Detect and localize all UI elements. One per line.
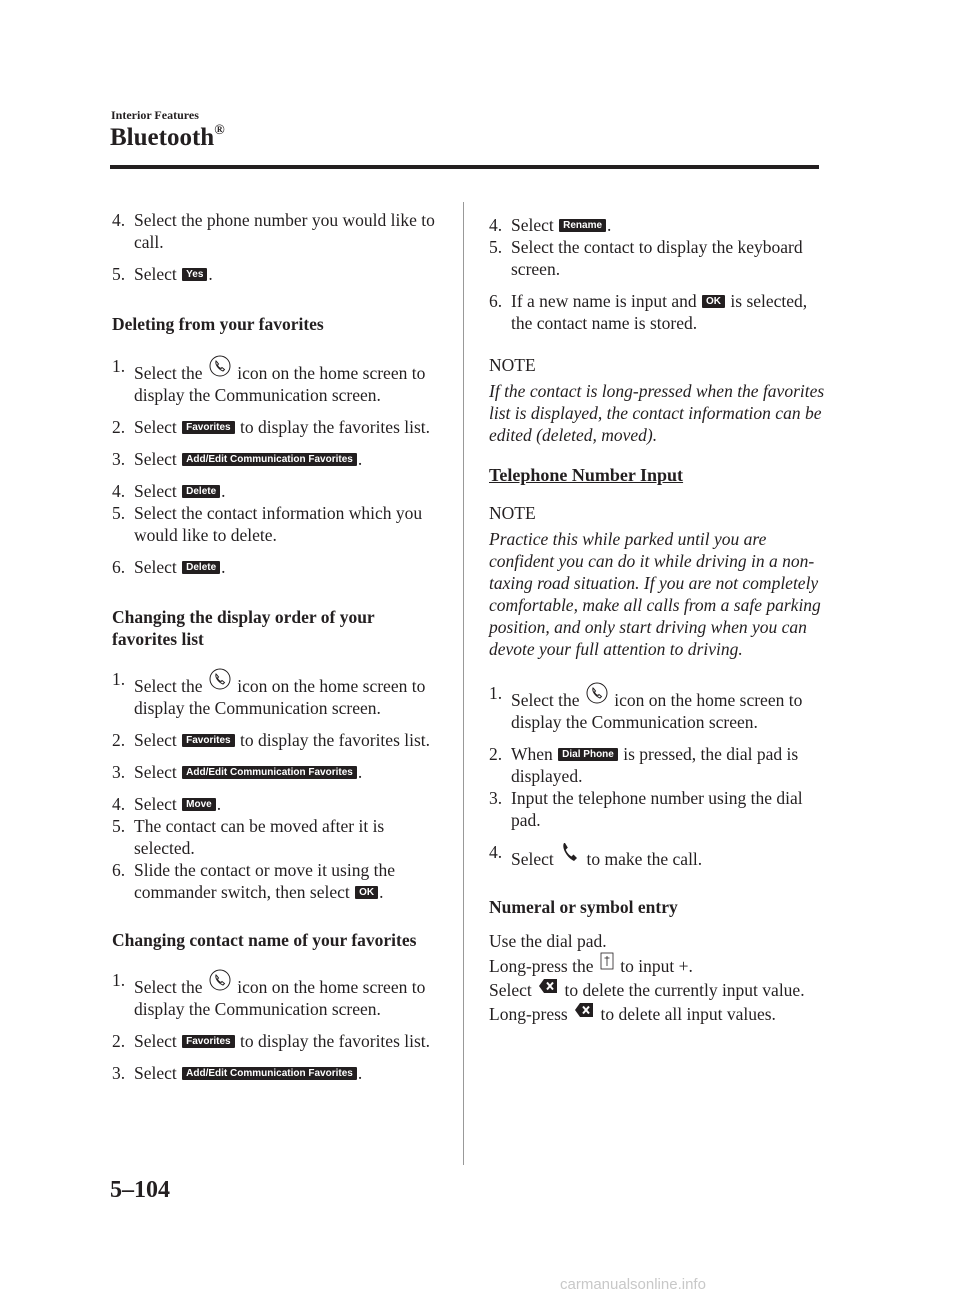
step-number: 5. (112, 264, 126, 284)
page-title (110, 124, 225, 150)
zero-plus-key-icon (600, 952, 614, 975)
step-select-yes (112, 263, 442, 285)
step-text: to display the favorites list. (239, 1031, 431, 1051)
paragraph-delete-all (489, 1001, 829, 1025)
step-text: . (216, 794, 222, 814)
step-text: icon on the home screen to display the Communication screen. (134, 363, 426, 405)
heading-telephone-number-input: Telephone Number Input (489, 465, 684, 485)
step-text: Select (511, 849, 554, 869)
page-title-text: Bluetooth (110, 124, 215, 151)
step-tel-1 (489, 682, 829, 733)
step-name-1 (112, 969, 442, 1020)
rename-button-icon: Rename (559, 219, 606, 232)
dial-phone-button-icon: Dial Phone (558, 748, 618, 761)
step-order-1 (112, 668, 442, 719)
step-number: 3. (112, 762, 126, 782)
step-order-3 (112, 761, 442, 783)
step-text: Select (134, 1031, 177, 1051)
paragraph-text: to delete the currently input value. (564, 980, 805, 1000)
step-number: 1. (112, 970, 126, 990)
step-name-3 (112, 1062, 442, 1084)
handset-call-icon (560, 841, 580, 868)
backspace-icon (574, 1001, 594, 1023)
step-text: The contact can be moved after it is selected. (134, 816, 385, 858)
step-text: Select the (134, 363, 203, 383)
paragraph-text: to delete all input values. (600, 1004, 776, 1024)
watermark-site: carmanualsonline.info (560, 1276, 706, 1293)
step-text: . (221, 557, 226, 577)
step-text: is selected, the contact name is stored. (511, 291, 808, 333)
step-delete-4 (112, 480, 442, 502)
step-rename-4 (489, 214, 829, 236)
heading-display-order: Changing the display order of your favorites list (112, 607, 375, 649)
paragraph-delete-current (489, 977, 829, 1001)
step-text: Select the phone number you would like to call. (134, 210, 435, 252)
paragraph-long-press-zero (489, 952, 829, 977)
step-order-4 (112, 793, 442, 815)
step-text: Select the contact information which you would like to delete. (134, 503, 423, 545)
step-text: icon on the home screen to display the Communication screen. (134, 676, 426, 718)
step-text: Select (134, 1063, 177, 1083)
step-delete-1 (112, 355, 442, 406)
step-select-number (112, 209, 442, 253)
step-number: 4. (489, 842, 503, 862)
phone-communication-icon (209, 969, 231, 996)
step-text: icon on the home screen to display the Communication screen. (134, 977, 426, 1019)
step-number: 3. (112, 449, 126, 469)
add-edit-favorites-button-icon: Add/Edit Communication Favorites (182, 1067, 357, 1080)
step-delete-3 (112, 448, 442, 470)
note-label: NOTE (489, 503, 536, 523)
step-text: . (607, 215, 612, 235)
step-text: Select (134, 481, 177, 501)
step-tel-2 (489, 743, 829, 787)
step-text: . (208, 264, 213, 284)
column-divider (463, 202, 464, 1165)
heading-deleting-favorites: Deleting from your favorites (112, 314, 324, 334)
step-text: to make the call. (586, 849, 703, 869)
phone-communication-icon (209, 668, 231, 695)
step-delete-5 (112, 502, 442, 546)
step-number: 4. (489, 215, 503, 235)
step-number: 1. (112, 356, 126, 376)
heading-contact-name: Changing contact name of your favorites (112, 930, 417, 950)
step-number: 2. (489, 744, 503, 764)
step-rename-6 (489, 290, 829, 334)
note-text: Practice this while parked until you are confident you can do it while driving in a non-taxing road situation. If you are not completely comfortable, make all calls from a safe parking position, and only start driving when you can devote your full attention to driving. (489, 529, 821, 659)
step-rename-5 (489, 236, 829, 280)
step-number: 5. (112, 816, 126, 836)
add-edit-favorites-button-icon: Add/Edit Communication Favorites (182, 453, 357, 466)
add-edit-favorites-button-icon: Add/Edit Communication Favorites (182, 766, 357, 779)
step-number: 4. (112, 210, 126, 230)
step-text: . (357, 762, 363, 782)
step-number: 4. (112, 481, 126, 501)
phone-communication-icon (209, 355, 231, 382)
step-text: Select the contact to display the keyboard screen. (511, 237, 803, 279)
step-text: Select (134, 730, 177, 750)
step-number: 5. (112, 503, 126, 523)
step-text: If a new name is input and (511, 291, 697, 311)
step-number: 2. (112, 417, 126, 437)
paragraph-text: Long-press (489, 1004, 568, 1024)
step-text: icon on the home screen to display the Communication screen. (511, 690, 803, 732)
step-text: to display the favorites list. (239, 417, 431, 437)
step-number: 6. (112, 557, 126, 577)
header-section: Interior Features (111, 108, 199, 122)
step-text: . (221, 481, 226, 501)
step-number: 2. (112, 730, 126, 750)
favorites-button-icon: Favorites (182, 1035, 234, 1048)
step-order-6 (112, 859, 442, 903)
step-text: When (511, 744, 553, 764)
step-text: Select (134, 264, 177, 284)
step-name-2 (112, 1030, 442, 1052)
step-tel-4 (489, 841, 829, 870)
paragraph-text: Select (489, 980, 532, 1000)
step-text: Select the (134, 676, 203, 696)
step-number: 6. (112, 860, 126, 880)
step-number: 3. (489, 788, 503, 808)
step-text: Slide the contact or move it using the commander switch, then select (134, 860, 395, 902)
header-rule (110, 165, 819, 169)
step-text: . (379, 882, 384, 902)
page-number: 5–104 (110, 1177, 170, 1203)
step-text: Select (134, 417, 177, 437)
step-number: 6. (489, 291, 503, 311)
step-number: 5. (489, 237, 503, 257)
step-order-2 (112, 729, 442, 751)
favorites-button-icon: Favorites (182, 734, 234, 747)
ok-button-icon: OK (702, 295, 725, 308)
left-column (112, 209, 442, 1084)
step-delete-6 (112, 556, 442, 578)
step-text: Select (134, 557, 177, 577)
step-text: Select (134, 794, 177, 814)
step-text: Select (134, 762, 177, 782)
step-text: Select the (511, 690, 580, 710)
paragraph-text: to input +. (620, 956, 693, 976)
step-number: 4. (112, 794, 126, 814)
registered-mark: ® (214, 123, 225, 138)
step-number: 2. (112, 1031, 126, 1051)
step-delete-2 (112, 416, 442, 438)
move-button-icon: Move (182, 798, 216, 811)
step-number: 3. (112, 1063, 126, 1083)
delete-button-icon: Delete (182, 485, 220, 498)
step-text: Input the telephone number using the dial pad. (511, 788, 803, 830)
phone-communication-icon (586, 682, 608, 709)
ok-button-icon: OK (355, 886, 378, 899)
paragraph-text: Long-press the (489, 956, 594, 976)
note-text: If the contact is long-pressed when the favorites list is displayed, the contact information can be edited (deleted, moved). (489, 381, 825, 445)
paragraph-dial-pad: Use the dial pad. (489, 931, 607, 951)
favorites-button-icon: Favorites (182, 421, 234, 434)
step-text: . (357, 449, 363, 469)
step-text: . (357, 1063, 363, 1083)
step-text: Select the (134, 977, 203, 997)
note-label: NOTE (489, 355, 536, 375)
delete-button-icon: Delete (182, 561, 220, 574)
right-column (489, 214, 829, 1025)
step-text: Select (134, 449, 177, 469)
step-text: to display the favorites list. (239, 730, 431, 750)
step-number: 1. (112, 669, 126, 689)
step-order-5 (112, 815, 442, 859)
step-text: is pressed, the dial pad is displayed. (511, 744, 799, 786)
backspace-icon (538, 977, 558, 999)
yes-button-icon: Yes (182, 268, 207, 281)
step-tel-3 (489, 787, 829, 831)
step-text: Select (511, 215, 554, 235)
heading-numeral-symbol-entry: Numeral or symbol entry (489, 897, 678, 917)
step-number: 1. (489, 683, 503, 703)
